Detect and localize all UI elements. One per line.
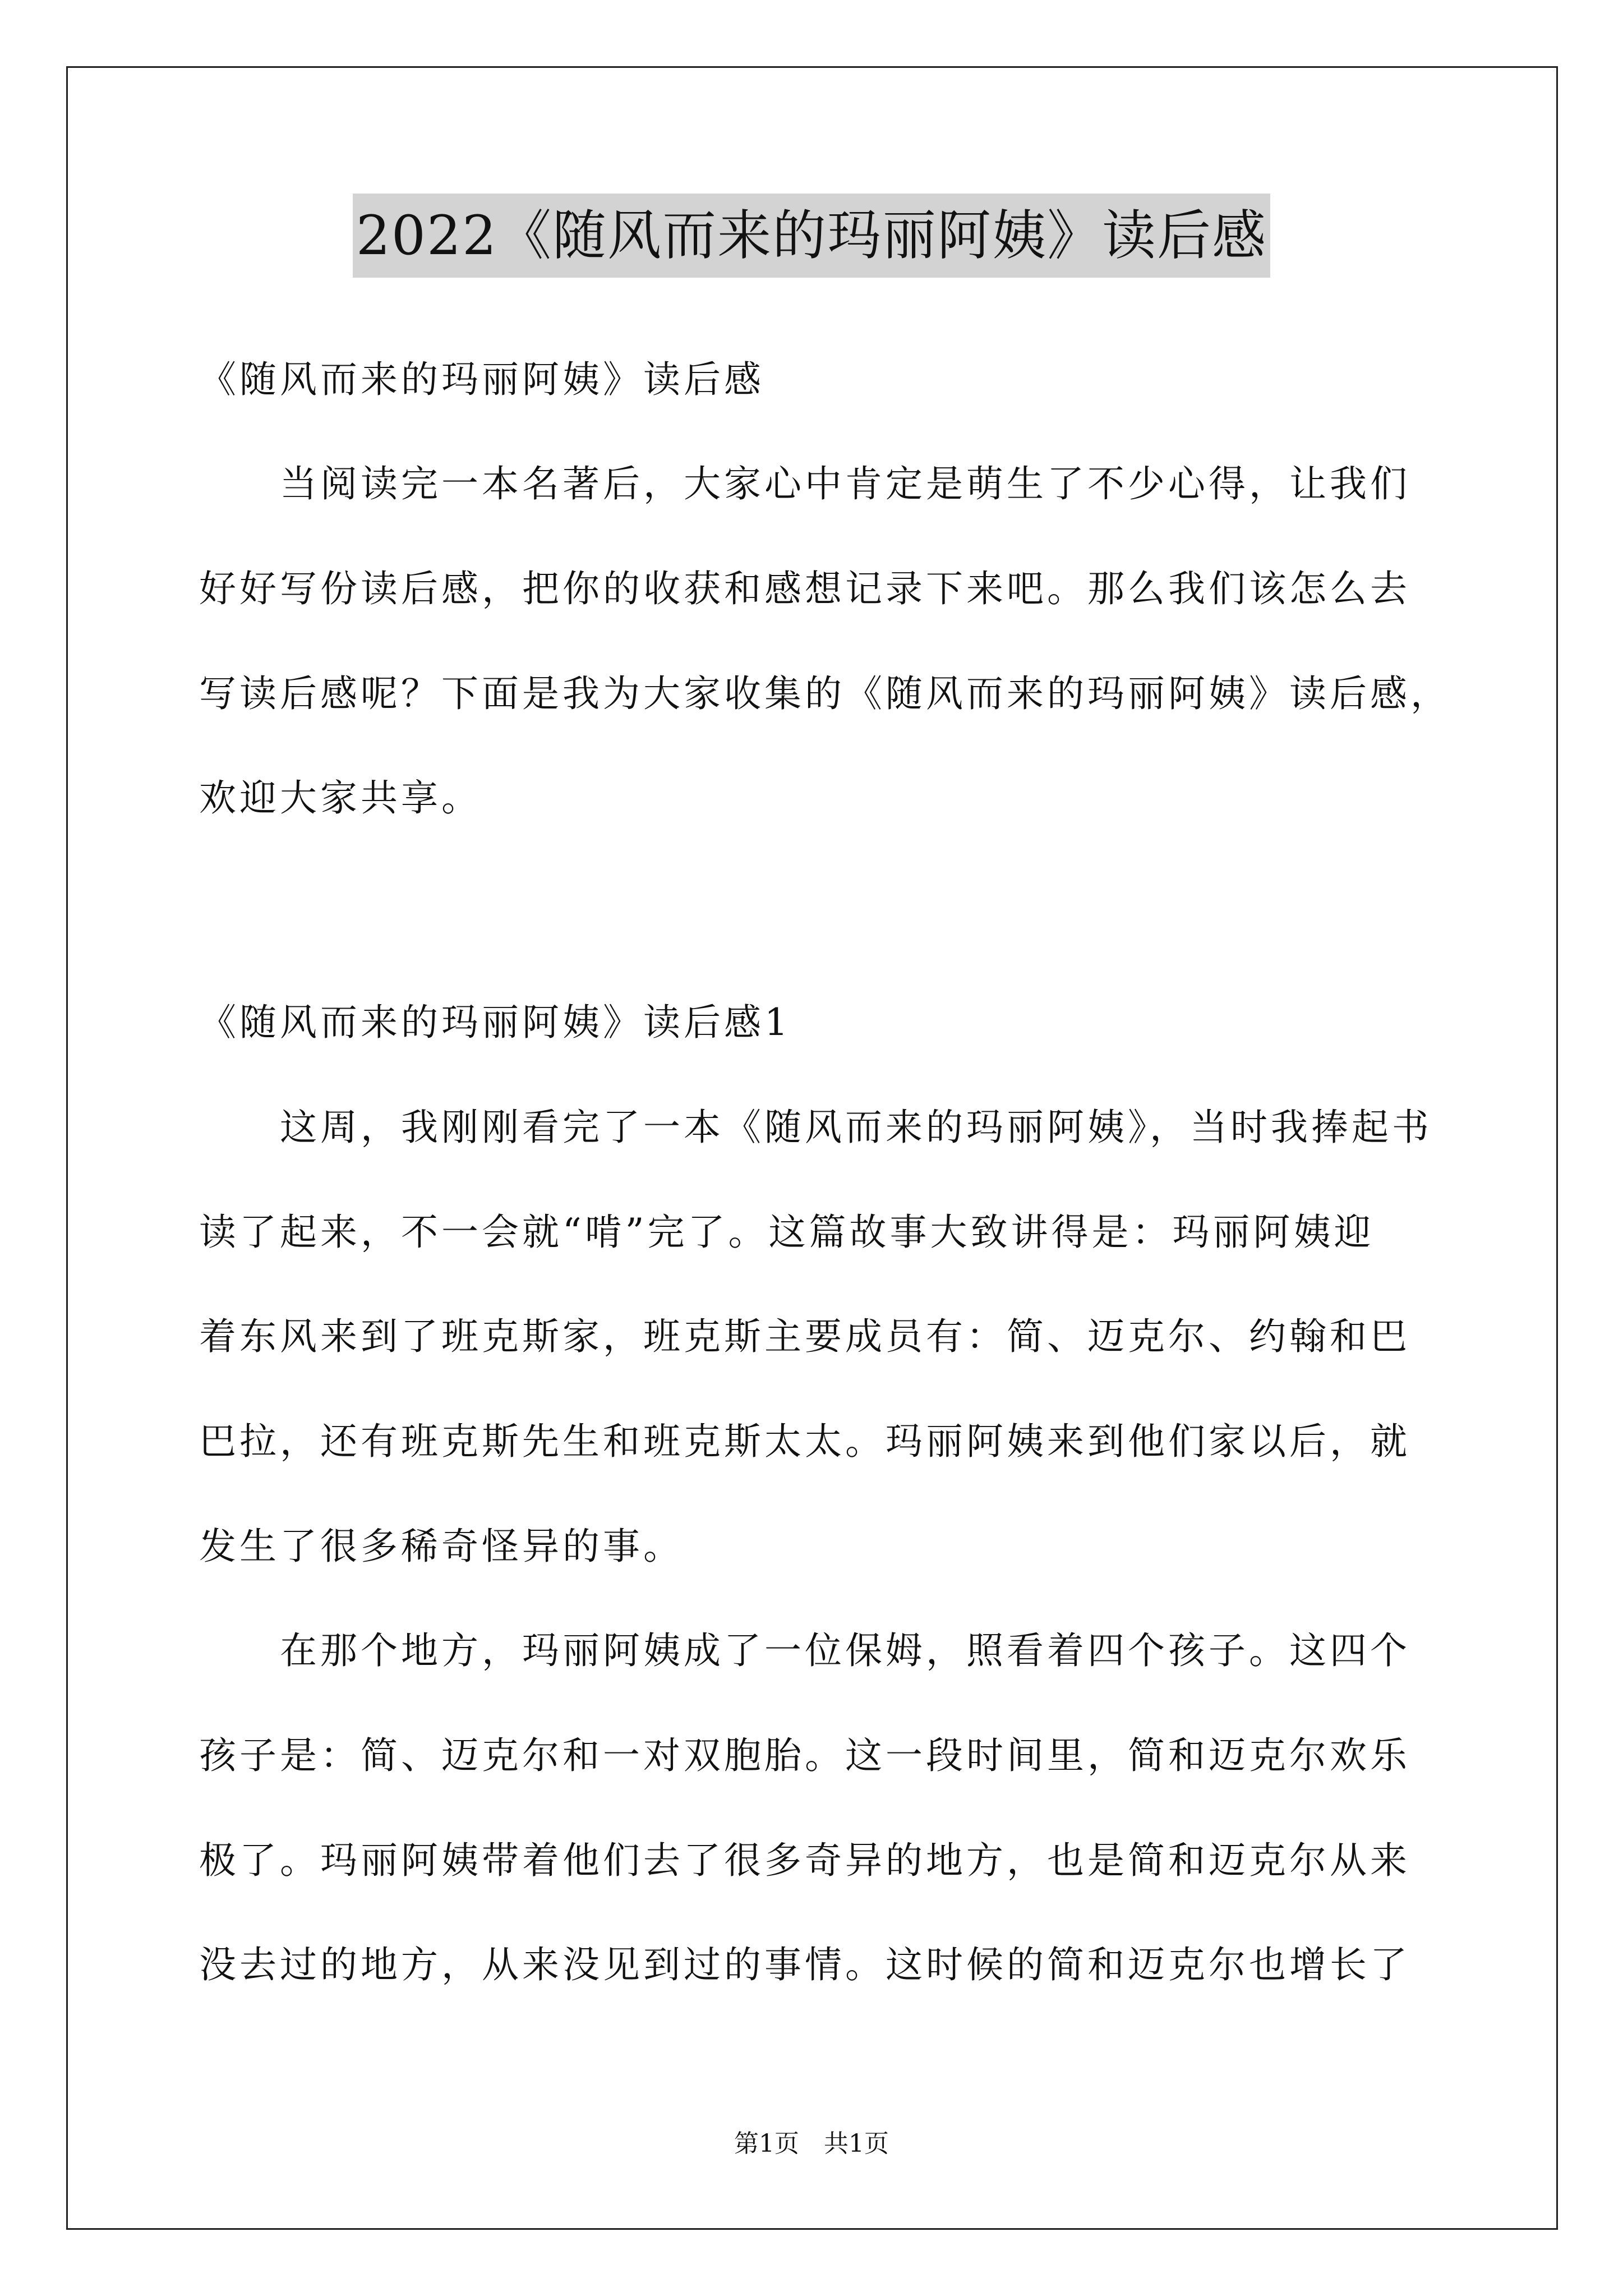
paragraph-line: 在那个地方，玛丽阿姨成了一位保姆，照看着四个孩子。这四个	[199, 1629, 1410, 1672]
paragraph-line: 读了起来，不一会就“啃”完了。这篇故事大致讲得是：玛丽阿姨迎	[199, 1211, 1375, 1254]
subtitle: 《随风而来的玛丽阿姨》读后感	[199, 358, 764, 401]
paragraph-line: 发生了很多稀奇怪异的事。	[199, 1525, 684, 1568]
intro-line: 当阅读完一本名著后，大家心中肯定是萌生了不少心得，让我们	[199, 462, 1410, 505]
paragraph-line: 没去过的地方，从来没见到过的事情。这时候的简和迈克尔也增长了	[199, 1943, 1410, 1986]
paragraph-line: 孩子是：简、迈克尔和一对双胞胎。这一段时间里，简和迈克尔欢乐	[199, 1734, 1410, 1777]
intro-line: 写读后感呢？下面是我为大家收集的《随风而来的玛丽阿姨》读后感，	[199, 672, 1451, 715]
paragraph-line: 这周，我刚刚看完了一本《随风而来的玛丽阿姨》，当时我捧起书	[199, 1106, 1432, 1149]
title-block	[0, 194, 1623, 278]
paragraph-line: 极了。玛丽阿姨带着他们去了很多奇异的地方，也是简和迈克尔从来	[199, 1839, 1410, 1882]
paragraph-line: 巴拉，还有班克斯先生和班克斯太太。玛丽阿姨来到他们家以后，就	[199, 1420, 1410, 1463]
section-heading: 《随风而来的玛丽阿姨》读后感1	[199, 1001, 791, 1044]
document-title: 2022《随风而来的玛丽阿姨》读后感	[353, 194, 1270, 278]
intro-line: 欢迎大家共享。	[199, 776, 482, 820]
page-footer: 第1页 共1页	[734, 2129, 889, 2158]
intro-line: 好好写份读后感，把你的收获和感想记录下来吧。那么我们该怎么去	[199, 567, 1410, 610]
paragraph-line: 着东风来到了班克斯家，班克斯主要成员有：简、迈克尔、约翰和巴	[199, 1315, 1410, 1358]
